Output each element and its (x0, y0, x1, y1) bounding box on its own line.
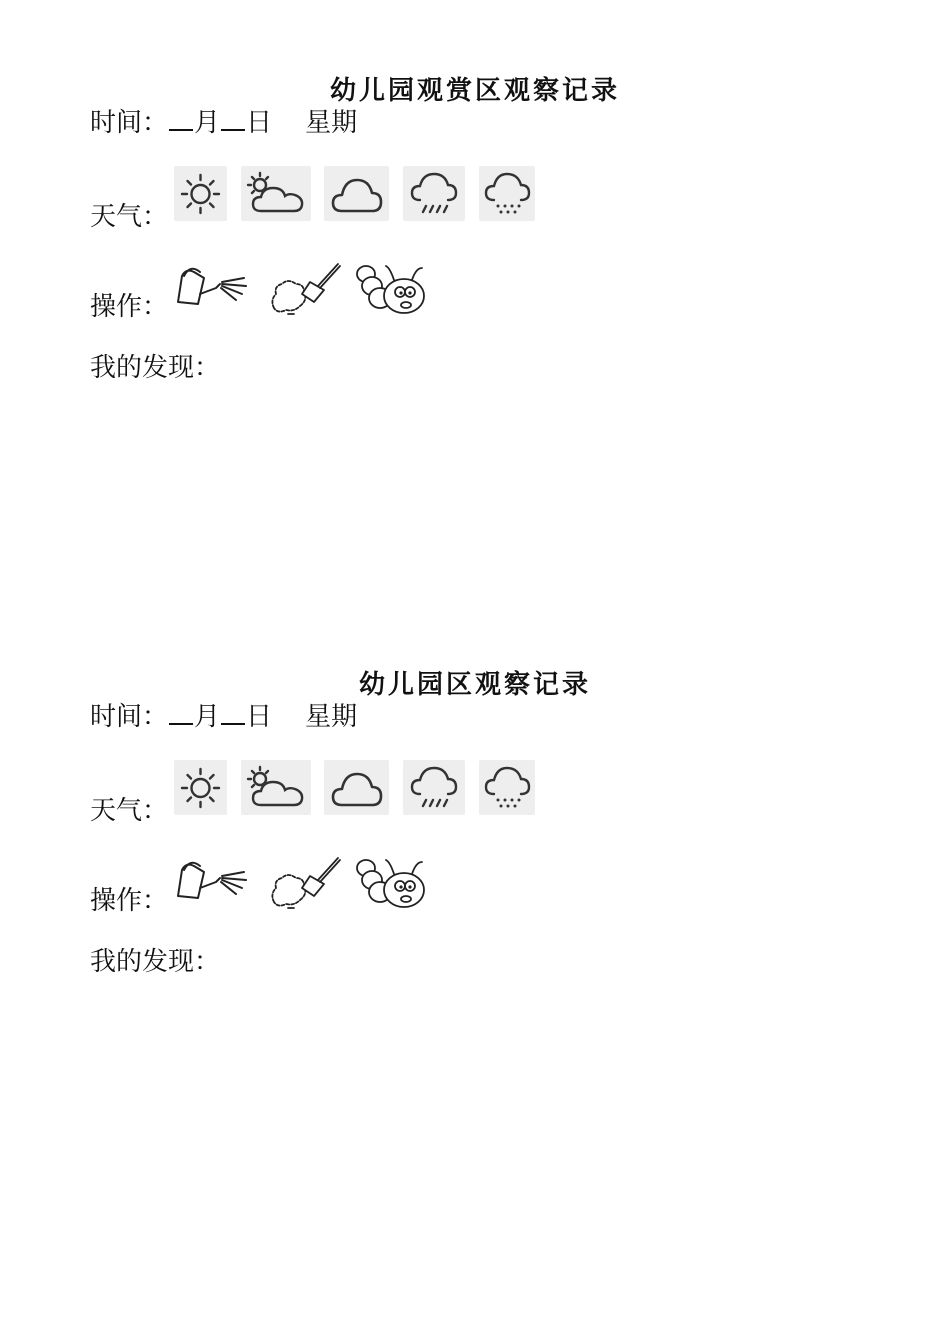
shovel-soil-icon[interactable] (268, 260, 342, 316)
time-row (90, 102, 357, 139)
day-label: 日 (246, 702, 273, 732)
day-blank[interactable] (221, 701, 245, 725)
rain-icon[interactable] (403, 166, 465, 221)
cloud-icon[interactable] (324, 166, 389, 221)
day-blank[interactable] (221, 107, 245, 131)
watering-can-icon[interactable] (172, 856, 250, 908)
time-label: 时间： (90, 108, 169, 138)
partly-cloudy-icon[interactable] (241, 760, 311, 815)
cloud-icon[interactable] (324, 760, 389, 815)
record-sheet-1 (0, 0, 950, 600)
week-label: 星期 (305, 108, 358, 138)
snow-icon[interactable] (479, 166, 535, 221)
shovel-soil-icon[interactable] (268, 854, 342, 910)
month-label: 月 (194, 108, 221, 138)
caterpillar-icon[interactable] (354, 260, 428, 316)
day-label: 日 (246, 108, 273, 138)
month-label: 月 (194, 702, 221, 732)
week-label: 星期 (305, 702, 358, 732)
record-sheet-2 (0, 594, 950, 1194)
snow-icon[interactable] (479, 760, 535, 815)
caterpillar-icon[interactable] (354, 854, 428, 910)
month-blank[interactable] (169, 701, 193, 725)
page-title: 幼儿园区观察记录 (358, 670, 591, 700)
operation-label: 操作： (90, 886, 169, 916)
rain-icon[interactable] (403, 760, 465, 815)
weather-label: 天气： (90, 796, 169, 826)
sun-icon[interactable] (174, 166, 227, 221)
partly-cloudy-icon[interactable] (241, 166, 311, 221)
watering-can-icon[interactable] (172, 262, 250, 314)
time-row (90, 696, 357, 733)
discovery-label: 我的发现： (90, 947, 221, 977)
month-blank[interactable] (169, 107, 193, 131)
discovery-label: 我的发现： (90, 353, 221, 383)
operation-label: 操作： (90, 292, 169, 322)
weather-label: 天气： (90, 202, 169, 232)
sun-icon[interactable] (174, 760, 227, 815)
page-title: 幼儿园观赏区观察记录 (329, 76, 620, 106)
time-label: 时间： (90, 702, 169, 732)
